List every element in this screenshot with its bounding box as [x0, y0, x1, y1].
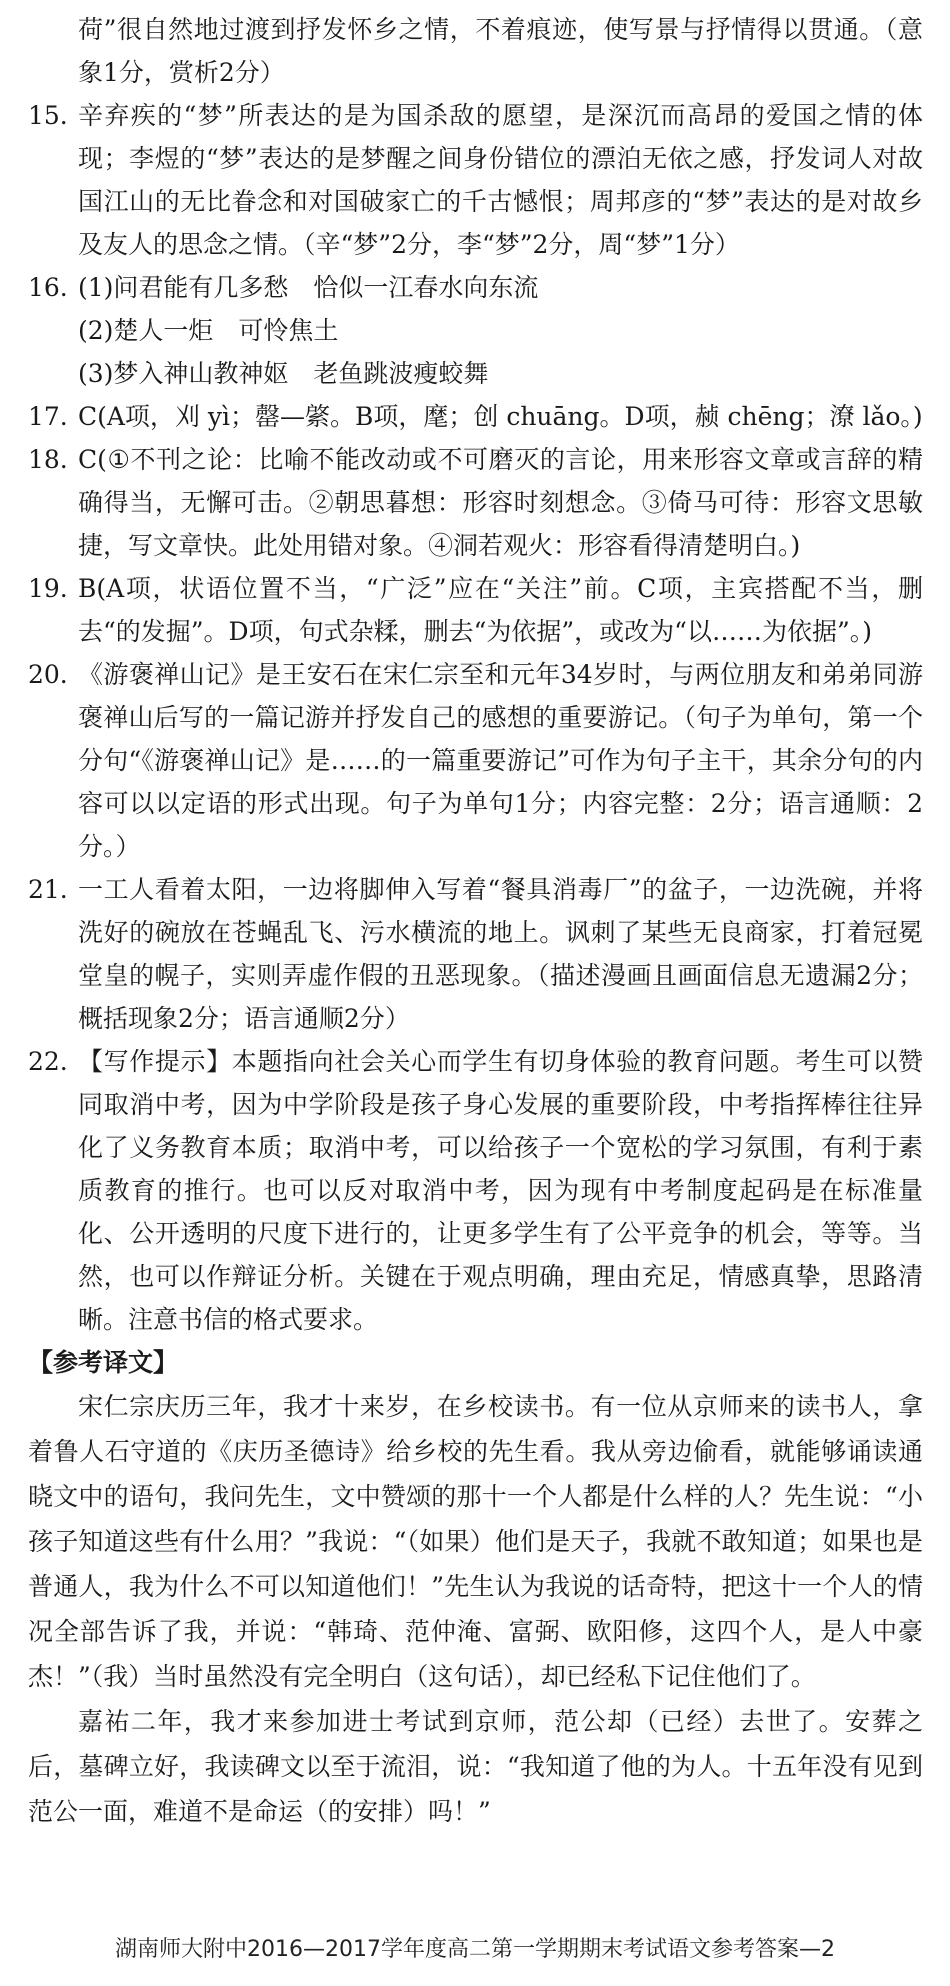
answer-18: [28, 438, 923, 567]
answer-15: [28, 94, 923, 266]
answer-text: C(A项，刈 yì；罄—綮。B项，麾；创 chuāng。D项，赪 chēng；潦 lǎo。): [78, 402, 923, 431]
answer-text: B(A项，状语位置不当，“广泛”应在“关注”前。C项，主宾搭配不当，删去“的发掘”。D项，句式杂糅，删去“为依据”，或改为“以……为依据”。): [78, 574, 923, 646]
answer-19: [28, 567, 923, 653]
continued-answer-14: 荷”很自然地过渡到抒发怀乡之情，不着痕迹，使写景与抒情得以贯通。（意象1分，赏析2分）: [78, 15, 923, 87]
answer-text: 《游褒禅山记》是王安石在宋仁宗至和元年34岁时，与两位朋友和弟弟同游褒禅山后写的一篇记游并抒发自己的感想的重要游记。（句子为单句，第一个分句“《游褒禅山记》是……的一篇重要游记”可作为句子主干，其余分句的内容可以以定语的形式出现。句子为单句1分；内容完整：2分；语言通顺：2分。）: [78, 660, 923, 861]
answer-text: 一工人看着太阳，一边将脚伸入写着“餐具消毒厂”的盆子，一边洗碗，并将洗好的碗放在苍蝇乱飞、污水横流的地上。讽刺了某些无良商家，打着冠冕堂皇的幌子，实则弄虚作假的丑恶现象。（描述漫画且画面信息无遗漏2分；概括现象2分；语言通顺2分）: [78, 875, 923, 1033]
question-number: 20.: [28, 660, 68, 689]
question-number: 16.: [28, 273, 68, 302]
answer-text: 辛弃疾的“梦”所表达的是为国杀敌的愿望，是深沉而高昂的爱国之情的体现；李煜的“梦”表达的是梦醒之间身份错位的漂泊无依之感，抒发词人对故国江山的无比眷念和对国破家亡的千古憾恨；周邦彦的“梦”表达的是对故乡及友人的思念之情。（辛“梦”2分，李“梦”2分，周“梦”1分）: [78, 101, 923, 259]
answer-text: 【写作提示】本题指向社会关心而学生有切身体验的教育问题。考生可以赞同取消中考，因为中学阶段是孩子身心发展的重要阶段，中考指挥棒往往异化了义务教育本质；取消中考，可以给孩子一个宽松的学习氛围，有利于素质教育的推行。也可以反对取消中考，因为现有中考制度起码是在标准量化、公开透明的尺度下进行的，让更多学生有了公平竞争的机会，等等。当然，也可以作辩证分析。关键在于观点明确，理由充足，情感真挚，思路清晰。注意书信的格式要求。: [78, 1047, 923, 1334]
answer-16-line-3: (3)梦入神山教神妪 老鱼跳波瘦蛟舞: [78, 359, 489, 388]
answer-22: [28, 1040, 923, 1341]
page-footer: 湖南师大附中2016—2017学年度高二第一学期期末考试语文参考答案—2: [115, 1937, 835, 1962]
translation-heading: 【参考译文】: [28, 1348, 179, 1377]
answer-21: [28, 868, 923, 1040]
question-number: 18.: [28, 445, 68, 474]
answer-17: [28, 395, 923, 438]
translation-paragraph: 嘉祐二年，我才来参加进士考试到京师，范公却（已经）去世了。安葬之后，墓碑立好，我读碑文以至于流泪，说：“我知道了他的为人。十五年没有见到范公一面，难道不是命运（的安排）吗！”: [28, 1707, 923, 1826]
question-number: 21.: [28, 875, 68, 904]
question-number: 15.: [28, 101, 68, 130]
question-number: 17.: [28, 402, 68, 431]
answer-16: [28, 266, 923, 309]
answer-16-line-2: (2)楚人一炬 可怜焦土: [78, 316, 339, 345]
answer-text: C(①不刊之论：比喻不能改动或不可磨灭的言论，用来形容文章或言辞的精确得当，无懈可击。②朝思暮想：形容时刻想念。③倚马可待：形容文思敏捷，写文章快。此处用错对象。④洞若观火：形容看得清楚明白。): [78, 445, 923, 560]
question-number: 19.: [28, 574, 68, 603]
translation-paragraph: 宋仁宗庆历三年，我才十来岁，在乡校读书。有一位从京师来的读书人，拿着鲁人石守道的《庆历圣德诗》给乡校的先生看。我从旁边偷看，就能够诵读通晓文中的语句，我问先生，文中赞颂的那十一个人都是什么样的人？先生说：“小孩子知道这些有什么用？”我说：“（如果）他们是天子，我就不敢知道；如果也是普通人，我为什么不可以知道他们！”先生认为我说的话奇特，把这十一个人的情况全部告诉了我，并说：“韩琦、范仲淹、富弼、欧阳修，这四个人，是人中豪杰！”（我）当时虽然没有完全明白（这句话），却已经私下记住他们了。: [28, 1392, 923, 1691]
answer-20: [28, 653, 923, 868]
question-number: 22.: [28, 1047, 68, 1076]
answer-line: (1)问君能有几多愁 恰似一江春水向东流: [78, 273, 539, 302]
answer-content: [28, 8, 923, 1834]
